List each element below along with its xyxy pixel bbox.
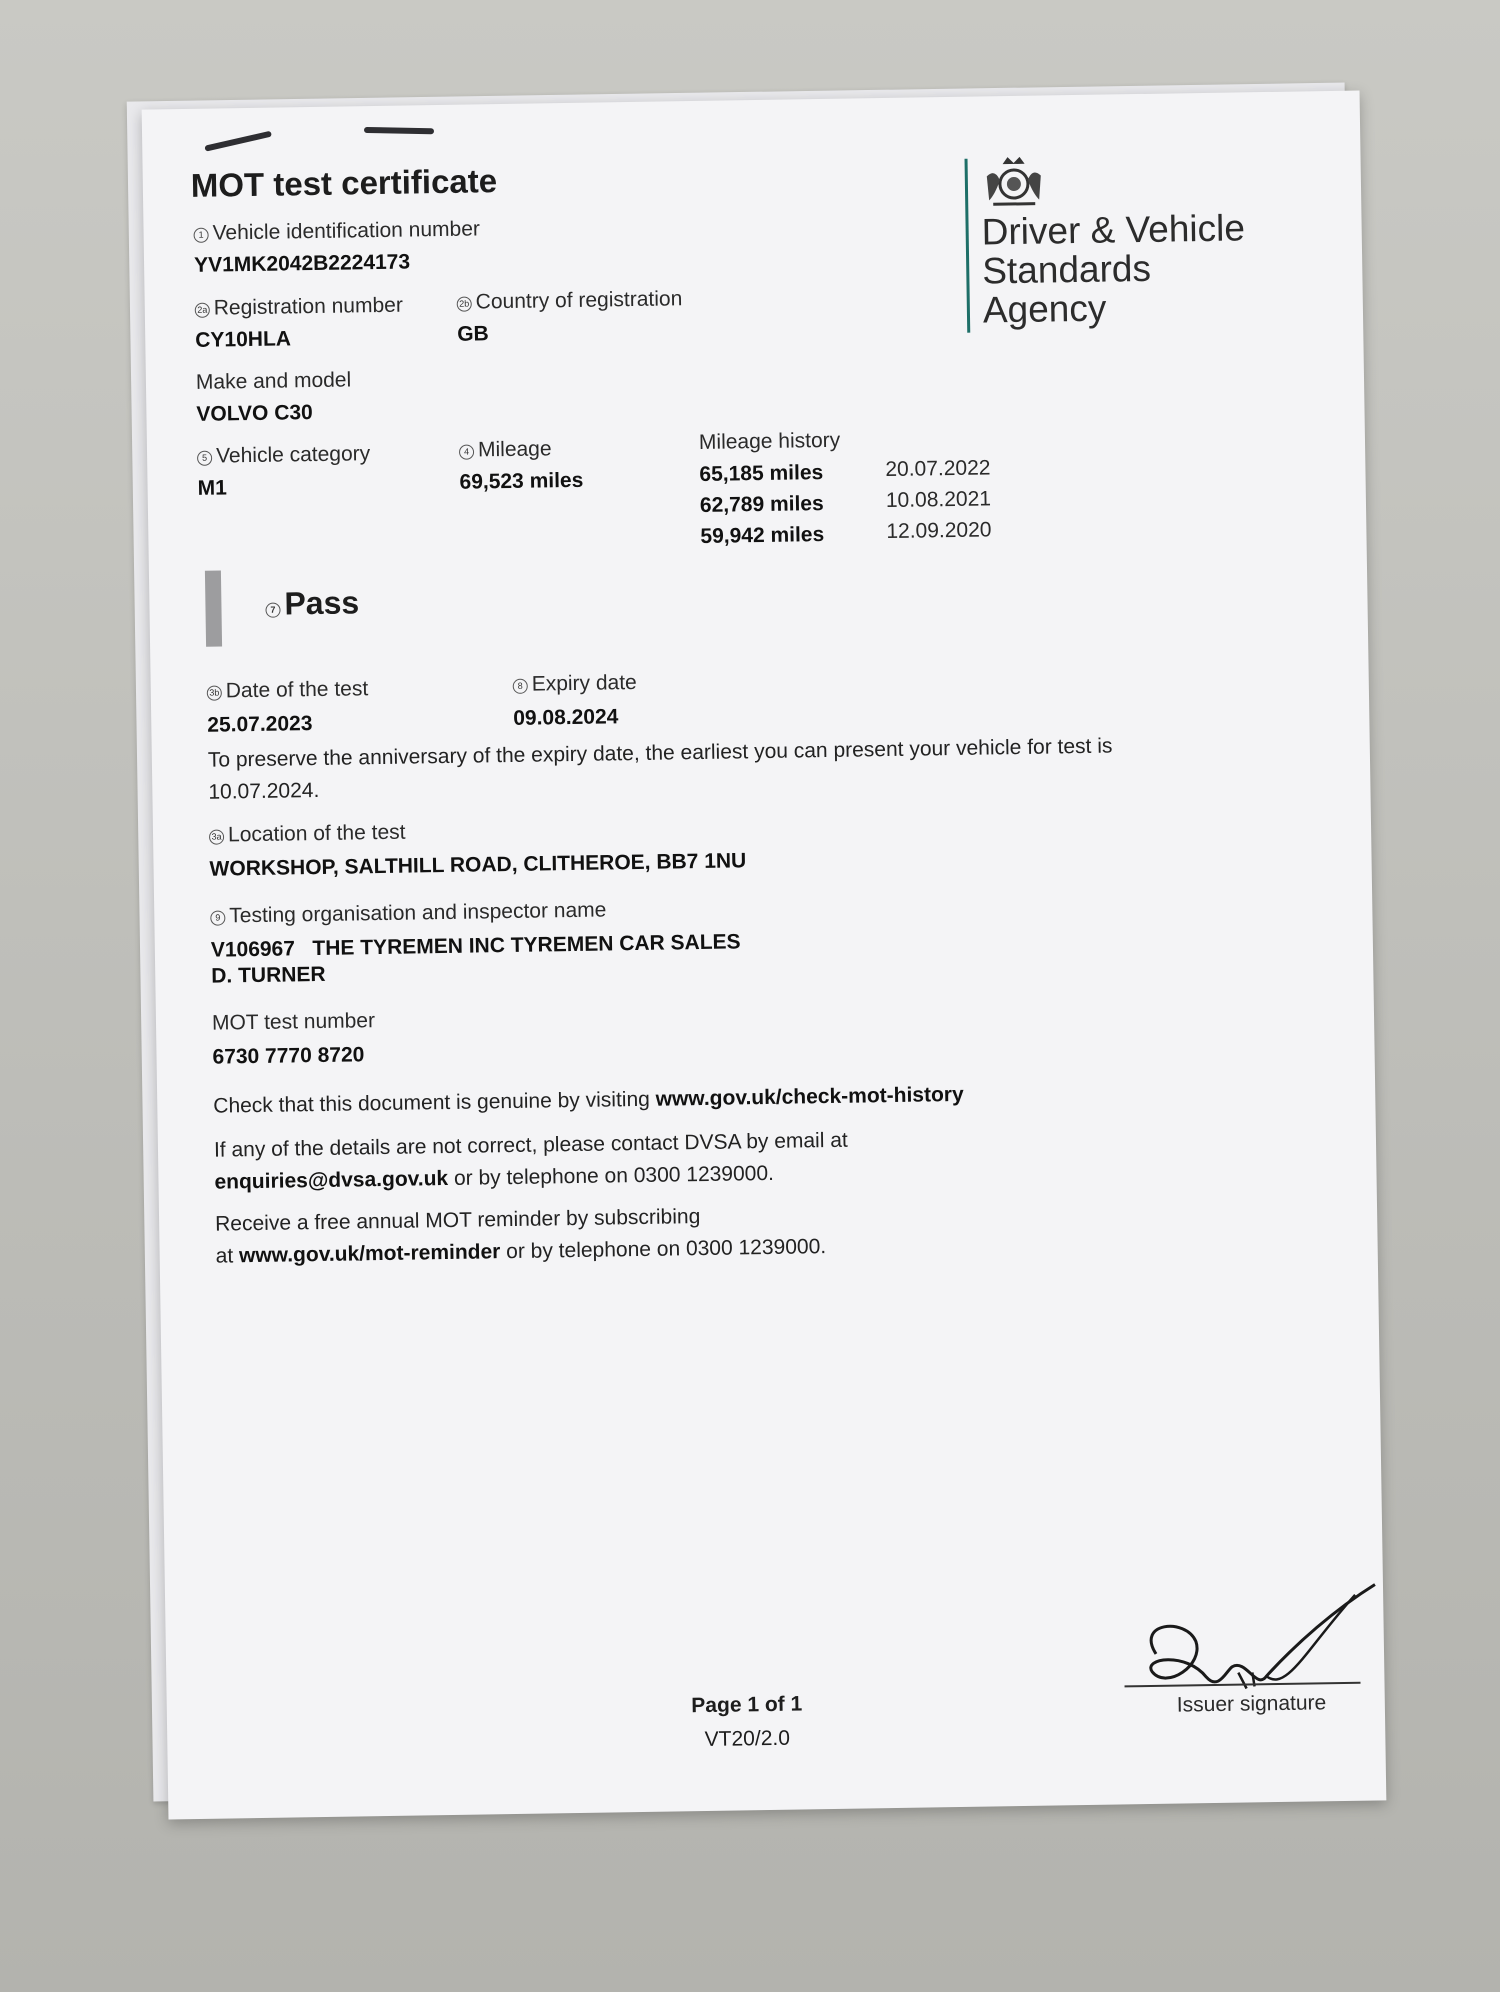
agency-name-line: Driver & Vehicle	[981, 207, 1246, 253]
reminder-line: or by telephone on 0300 1239000.	[500, 1235, 827, 1264]
page-number: Page 1 of 1	[691, 1692, 803, 1718]
location-label	[209, 821, 406, 848]
form-code: VT20/2.0	[704, 1726, 791, 1752]
vin-label-text: Vehicle identification number	[212, 217, 481, 245]
mot-certificate-page	[142, 91, 1387, 1820]
correction-note	[214, 1125, 849, 1199]
reminder-note	[215, 1199, 826, 1273]
field-number-badge: 8	[513, 679, 528, 694]
dvsa-logo-bar	[965, 159, 971, 333]
mileage-history-miles: 65,185 miles	[699, 461, 824, 486]
field-number-badge: 7	[265, 603, 280, 618]
field-number-badge: 9	[210, 910, 225, 925]
make-model-label: Make and model	[195, 368, 352, 394]
test-number-value: 6730 7770 8720	[212, 1043, 365, 1069]
vin-label	[193, 217, 480, 245]
organisation-label	[210, 898, 606, 928]
reminder-prefix: at	[215, 1244, 240, 1268]
location-label-text: Location of the test	[227, 820, 406, 847]
mileage-history-miles: 59,942 miles	[700, 523, 825, 548]
signature-label: Issuer signature	[1176, 1691, 1327, 1717]
expiry-date-value: 09.08.2024	[513, 705, 619, 730]
registration-label	[195, 294, 403, 321]
make-model-value: VOLVO C30	[196, 401, 313, 426]
test-date-label-text: Date of the test	[225, 677, 369, 703]
correction-line: If any of the details are not correct, please contact DVSA by email at	[213, 1128, 848, 1162]
test-number-label: MOT test number	[211, 1009, 376, 1035]
field-number-badge: 3a	[209, 829, 224, 844]
vin-value: YV1MK2042B2224173	[193, 250, 411, 277]
mot-reminder-link[interactable]: www.gov.uk/mot-reminder	[238, 1240, 501, 1268]
staple-mark	[364, 127, 434, 134]
agency-name-line: Standards	[981, 247, 1152, 292]
agency-name-line: Agency	[982, 287, 1107, 331]
anniversary-note	[208, 727, 1309, 808]
genuine-check-text: Check that this document is genuine by visiting	[213, 1087, 656, 1118]
organisation-label-text: Testing organisation and inspector name	[229, 898, 607, 928]
vehicle-category-value: M1	[197, 476, 227, 500]
field-number-badge: 4	[459, 444, 474, 459]
mileage-history-date: 10.08.2021	[885, 487, 992, 513]
dvsa-email-link[interactable]: enquiries@dvsa.gov.uk	[214, 1166, 449, 1194]
staple-mark	[204, 131, 272, 152]
organisation-line: V106967 THE TYREMEN INC TYREMEN CAR SALES	[210, 930, 741, 962]
genuine-check	[213, 1079, 964, 1123]
check-mot-history-link[interactable]: www.gov.uk/check-mot-history	[655, 1082, 964, 1111]
field-number-badge: 3b	[207, 685, 222, 700]
test-result	[265, 584, 359, 622]
country-value: GB	[457, 322, 489, 346]
test-result-text: Pass	[284, 584, 360, 622]
anniversary-note-line: 10.07.2024.	[208, 778, 320, 804]
registration-value: CY10HLA	[195, 327, 292, 352]
mileage-history-miles: 62,789 miles	[699, 492, 824, 517]
page-title: MOT test certificate	[190, 162, 498, 204]
field-number-badge: 1	[194, 228, 209, 243]
expiry-date-label-text: Expiry date	[531, 670, 637, 696]
result-bar	[205, 570, 222, 646]
country-label-text: Country of registration	[475, 287, 683, 314]
vehicle-category-label	[197, 442, 370, 469]
mileage-history-label: Mileage history	[698, 428, 841, 454]
mileage-value: 69,523 miles	[459, 468, 584, 494]
correction-line: or by telephone on 0300 1239000.	[447, 1161, 775, 1190]
country-label	[457, 287, 683, 315]
vehicle-category-label-text: Vehicle category	[215, 442, 371, 468]
crown-crest-icon	[980, 153, 1047, 215]
location-value: WORKSHOP, SALTHILL ROAD, CLITHEROE, BB7 1NU	[209, 849, 747, 881]
field-number-badge: 2a	[195, 303, 210, 318]
reminder-line: Receive a free annual MOT reminder by subscribing	[214, 1205, 701, 1236]
mileage-history-date: 12.09.2020	[886, 518, 992, 544]
mileage-label-text: Mileage	[477, 437, 552, 462]
anniversary-note-line: To preserve the anniversary of the expiry date, the earliest you can present your vehicle for test is	[207, 734, 1113, 772]
test-date-label	[207, 677, 369, 704]
expiry-date-label	[513, 671, 637, 697]
field-number-badge: 2b	[457, 297, 472, 312]
test-date-value: 25.07.2023	[207, 712, 313, 737]
agency-name	[981, 208, 1246, 329]
mileage-label	[459, 437, 552, 462]
registration-label-text: Registration number	[213, 293, 404, 320]
mileage-history-date: 20.07.2022	[885, 456, 991, 482]
inspector-name: D. TURNER	[211, 962, 326, 988]
field-number-badge: 5	[197, 451, 212, 466]
